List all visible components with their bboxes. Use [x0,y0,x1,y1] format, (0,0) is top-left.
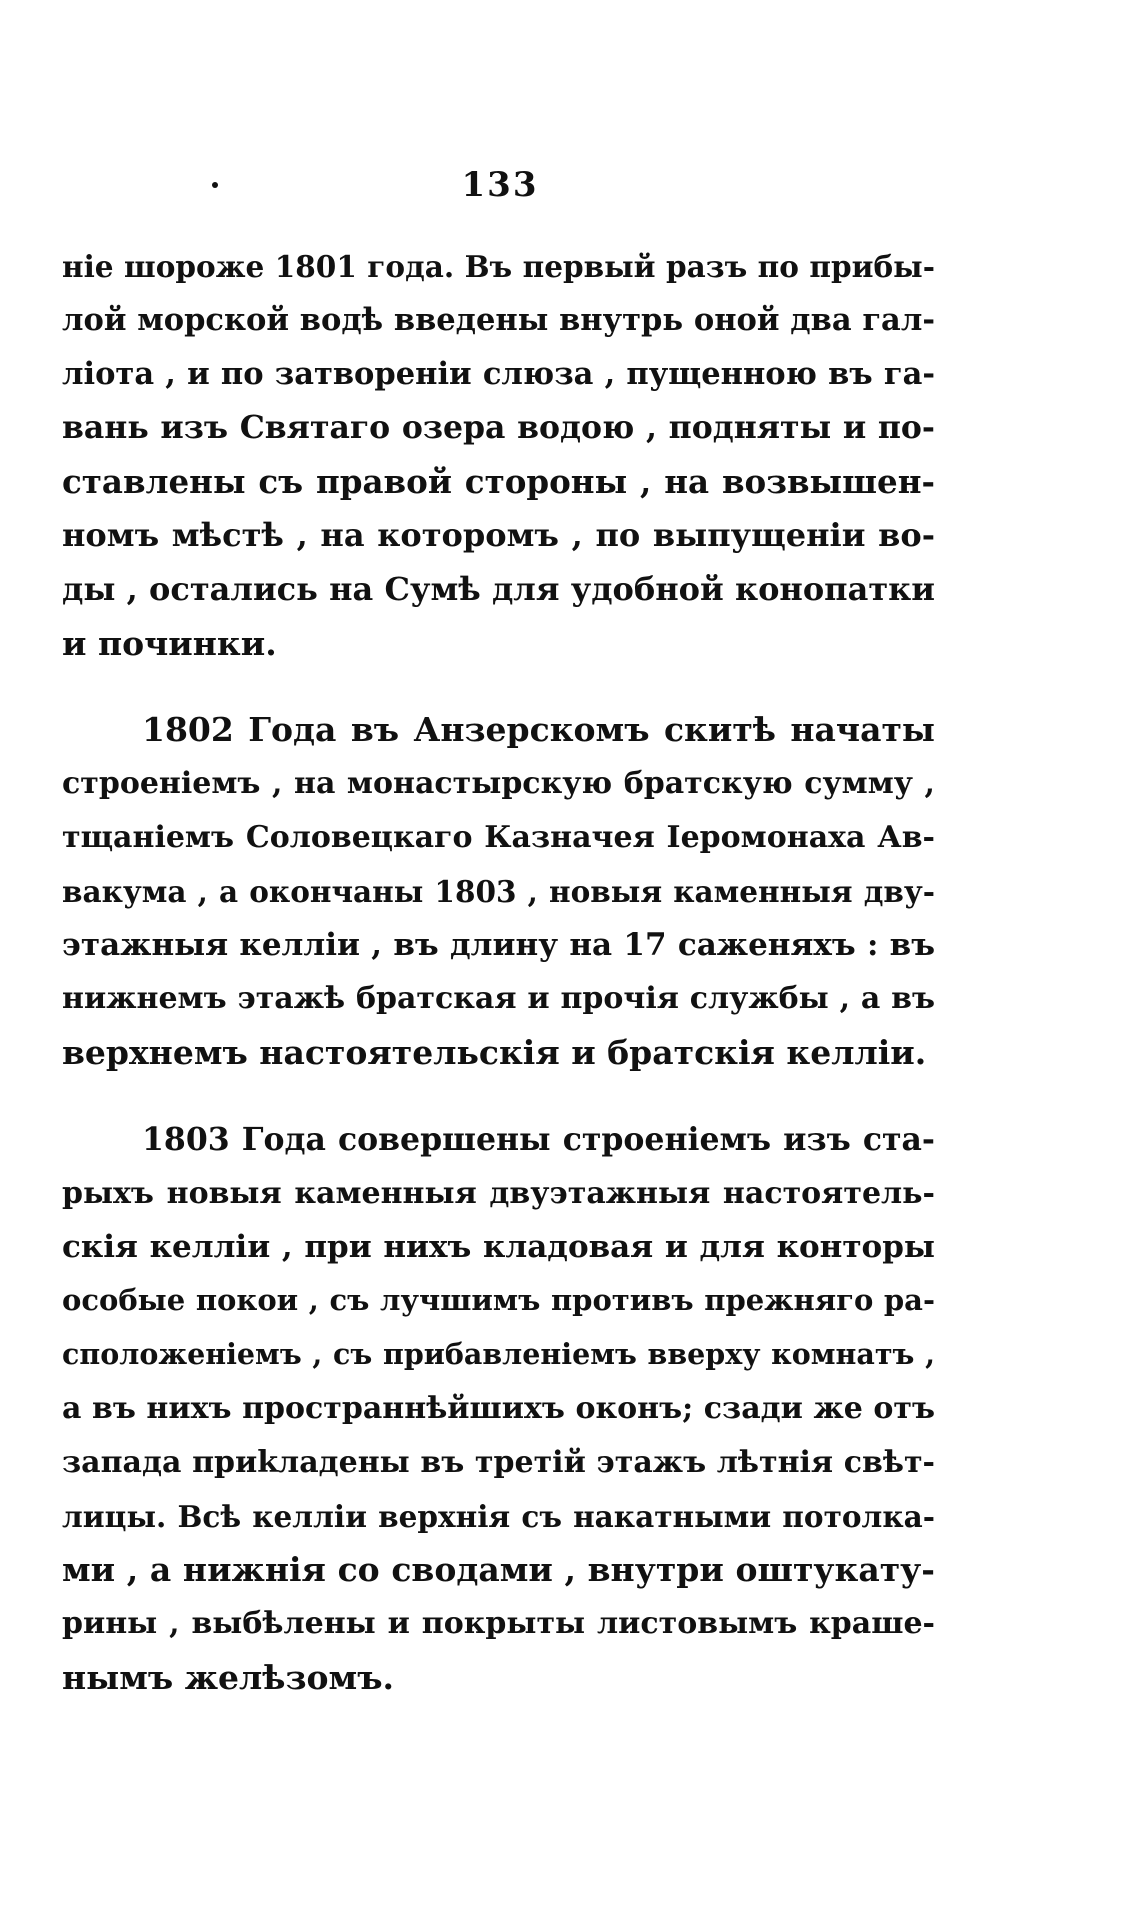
text-line: вань изъ Святаго озера водою , подняты и по- [62,409,935,447]
text-line: рыхъ новыя каменныя двуэтажныя настоятель- [62,1175,935,1211]
text-line: нижнемъ этажѣ братская и прочія службы , а въ [62,981,935,1017]
text-line: этажныя келліи , въ длину на 17 саженяхъ : въ [62,926,935,963]
text-line: 1802 Года въ Анзерскомъ скитѣ начаты [142,710,935,750]
page-number: 133 [461,165,539,205]
text-line: ніе шороже 1801 года. Въ первый разъ по прибы- [62,249,935,284]
text-line: номъ мѣстѣ , на которомъ , по выпущеніи во- [62,515,935,554]
text-line: строеніемъ , на монастырскую братскую сумму , [62,766,935,802]
text-line: особые покои , съ лучшимъ противъ прежняго ра- [62,1283,935,1318]
paragraph [62,703,935,1080]
text-line: ставлены съ правой стороны , на возвышен- [62,462,935,502]
text-line: и починки. [62,623,277,663]
text-line: скія келліи , при нихъ кладовая и для конторы [62,1228,935,1265]
text-line: запада приkладены въ третій этажъ лѣтнія свѣт- [62,1444,935,1480]
text-line: а въ нихъ пространнѣйшихъ оконъ; сзади же отъ [62,1390,935,1426]
body-text [62,240,935,1705]
paragraph-gap [62,1080,935,1113]
text-line: верхнемъ настоятельскія и братскія келліи. [62,1033,927,1073]
text-line: ми , а нижнія со сводами , внутри оштукату- [62,1550,935,1590]
text-line: лицы. Всѣ келліи верхнія съ накатными потолка- [62,1498,935,1534]
text-line: тщаніемъ Соловецкаго Казначея Іеромонаха Ав- [62,819,935,855]
text-line: ліота , и по затвореніи слюза , пущенною въ га- [62,355,935,392]
text-line: 1803 Года совершены строеніемъ изъ ста- [142,1120,935,1158]
text-line: вакума , а окончаны 1803 , новыя каменныя дву- [62,873,935,909]
text-line: сположеніемъ , съ прибавленіемъ вверху комнатъ , [62,1337,935,1372]
paragraph [62,240,935,670]
text-line: ды , остались на Сумѣ для удобной конопатки [62,569,935,608]
paragraph-gap [62,670,935,703]
text-line: нымъ желѣзомъ. [62,1657,395,1697]
text-line: рины , выбѣлены и покрыты листовымъ краше- [62,1606,935,1642]
paragraph [62,1113,935,1705]
text-line: лой морской водѣ введены внутрь оной два гал- [62,301,935,338]
